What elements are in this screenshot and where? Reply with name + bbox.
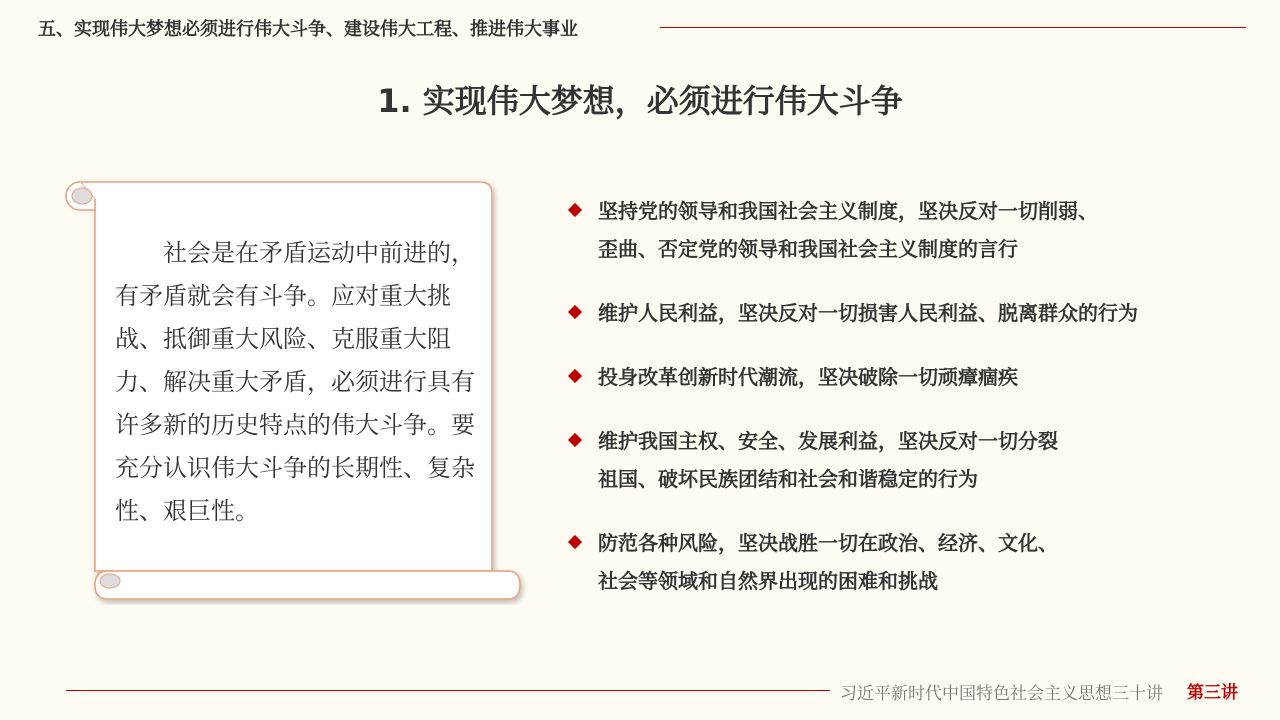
diamond-bullet-icon (568, 535, 582, 549)
point-item (568, 294, 1248, 332)
section-title: 五、实现伟大梦想必须进行伟大斗争、建设伟大工程、推进伟大事业 (38, 19, 578, 40)
points-list (568, 192, 1248, 600)
point-line: 防范各种风险，坚决战胜一切在政治、经济、文化、 (598, 531, 1058, 555)
point-item (568, 358, 1248, 396)
diamond-bullet-icon (568, 433, 582, 447)
diamond-bullet-icon (568, 369, 582, 383)
point-item (568, 192, 1248, 268)
point-item (568, 524, 1248, 600)
footer-series-title: 习近平新时代中国特色社会主义思想三十讲 (840, 684, 1163, 704)
point-line: 坚持党的领导和我国社会主义制度，坚决反对一切削弱、 (598, 199, 1098, 223)
point-item (568, 422, 1248, 498)
diamond-bullet-icon (568, 203, 582, 217)
header-divider (660, 27, 1246, 28)
footer-divider (66, 690, 830, 691)
scroll-paragraph: 社会是在矛盾运动中前进的，有矛盾就会有斗争。应对重大挑战、抵御重大风险、克服重大阻力、解决重大矛盾，必须进行具有许多新的历史特点的伟大斗争。要充分认识伟大斗争的长期性、复杂性、艰巨性。 (115, 239, 475, 525)
point-line: 维护人民利益，坚决反对一切损害人民利益、脱离群众的行为 (598, 301, 1138, 325)
lecture-badge: 第三讲 (1187, 683, 1238, 703)
point-line: 歪曲、否定党的领导和我国社会主义制度的言行 (598, 237, 1018, 261)
point-line: 祖国、破坏民族团结和社会和谐稳定的行为 (598, 467, 978, 491)
diamond-bullet-icon (568, 305, 582, 319)
scroll-body (115, 232, 495, 533)
point-line: 社会等领域和自然界出现的困难和挑战 (598, 569, 938, 593)
point-line: 维护我国主权、安全、发展利益，坚决反对一切分裂 (598, 429, 1058, 453)
page-title: 1. 实现伟大梦想，必须进行伟大斗争 (377, 82, 903, 120)
point-line: 投身改革创新时代潮流，坚决破除一切顽瘴痼疾 (598, 365, 1018, 389)
